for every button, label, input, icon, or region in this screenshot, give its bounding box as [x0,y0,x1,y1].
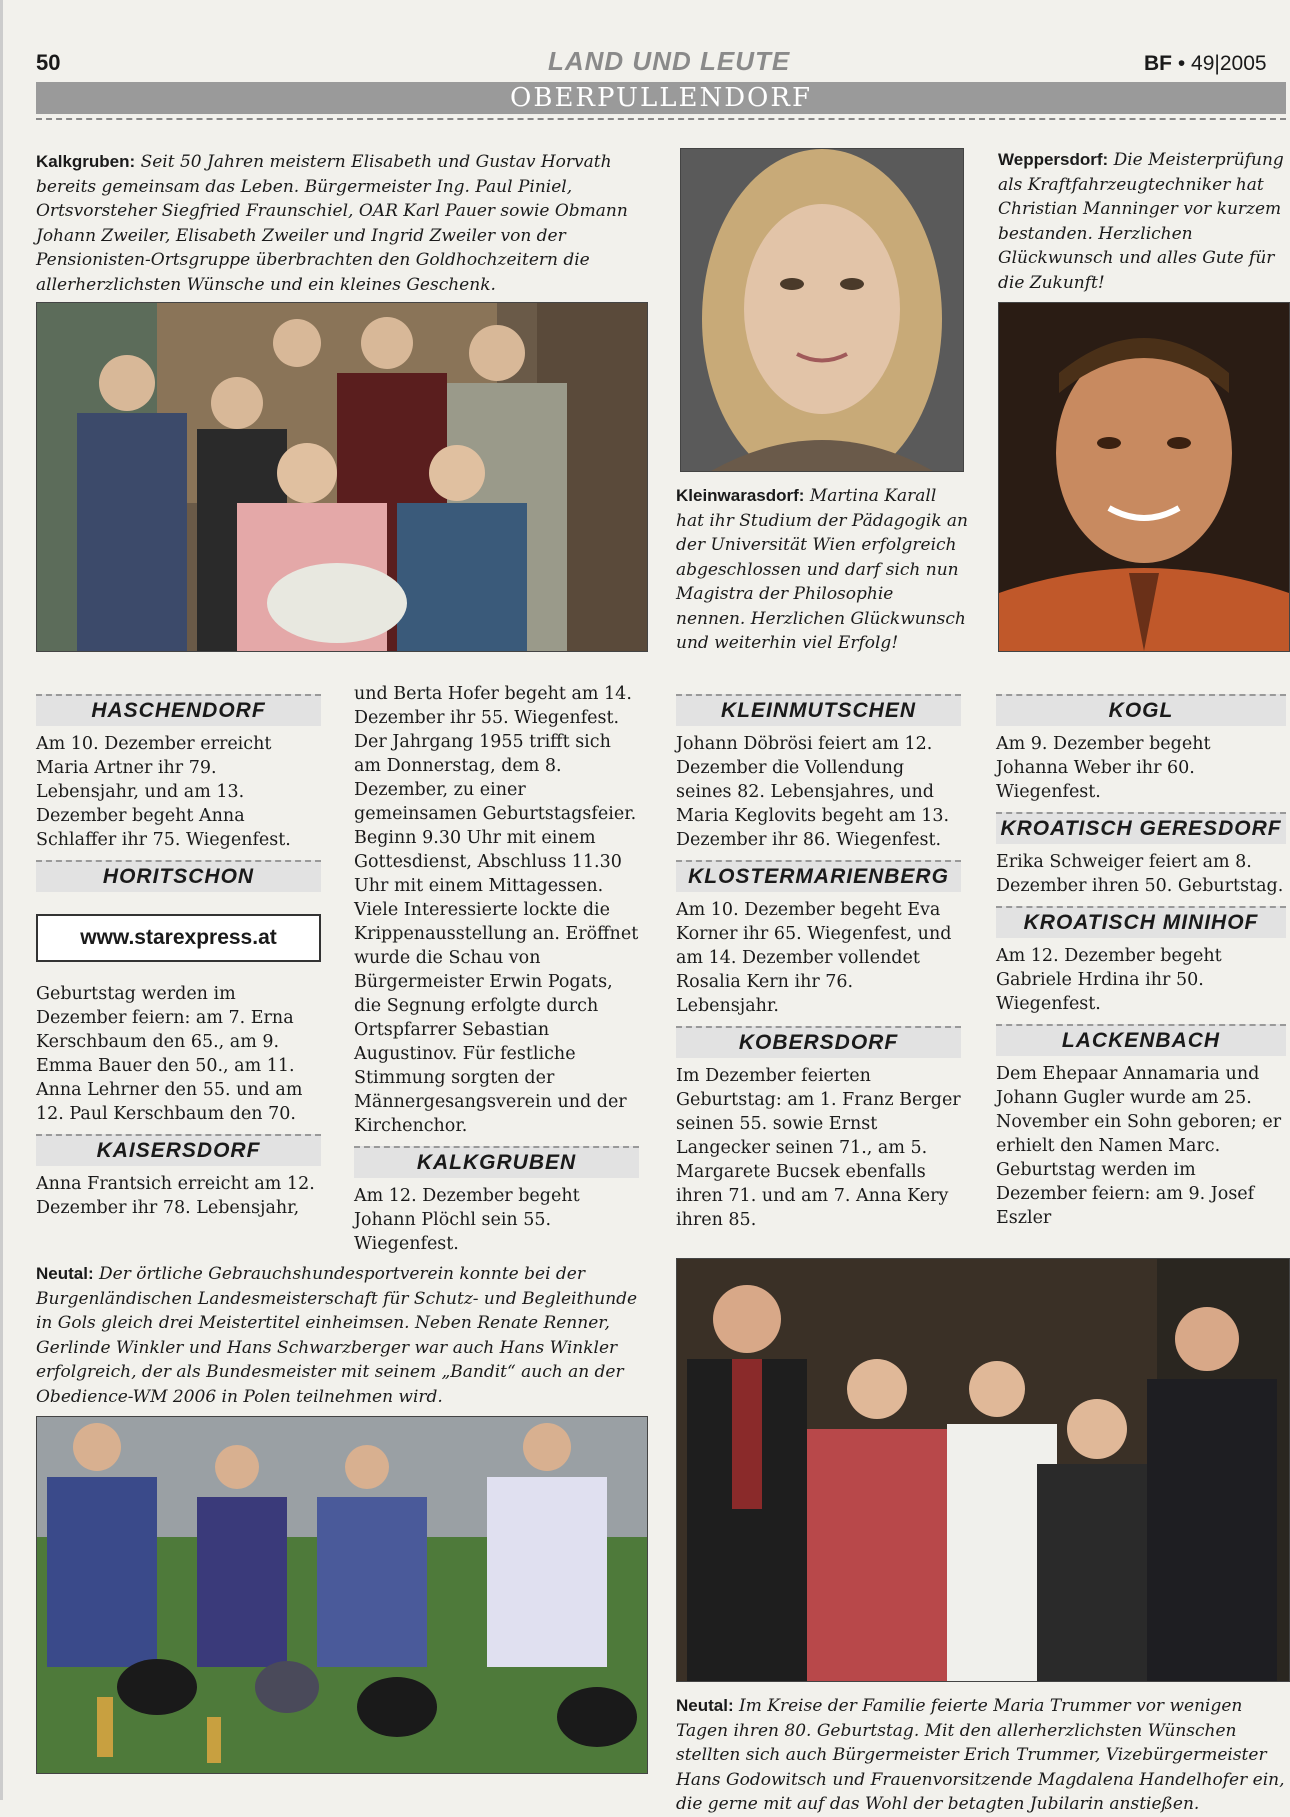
column-4 [996,686,1286,1230]
caption-text: Der örtliche Gebrauchshundesportverein konnte bei der Burgenländischen Landesmeisterschaft für Schutz- und Begleithunde in Gols gleich drei Meistertitel einheimsen. Neben Renate Renner, Gerlinde Winkler und Hans Schwarzberger war auch Hans Winkler erfolgreich, der als Bundesmeister mit seinem „Bandit“ auch an der Obedience-WM 2006 in Polen teilnehmen wird. [36,1264,638,1407]
publication-name: BF [1144,52,1172,75]
caption-kalkgruben [36,150,646,297]
caption-place: Kleinwarasdorf: [676,486,805,505]
column-2 [354,682,639,1256]
heading-kogl: KOGL [996,694,1286,726]
heading-horitschon: HORITSCHON [36,860,321,892]
heading-klostermarienberg: KLOSTERMARIENBERG [676,860,961,892]
caption-place: Weppersdorf: [998,150,1109,169]
photo-dog-sport-club-image [37,1417,647,1773]
caption-neutal-birthday [676,1694,1288,1817]
text-kroatisch-geresdorf: Erika Schweiger feiert am 8. Dezember ihren 50. Geburtstag. [996,852,1284,896]
caption-place: Neutal: [676,1696,734,1715]
text-kleinmutschen: Johann Döbrösi feiert am 12. Dezember die Vollendung seines 82. Lebensjahres, und Maria Keglovits begeht am 13. Dezember ihr 86. Wiegenfest. [676,734,950,850]
caption-text: Im Kreise der Familie feierte Maria Trummer vor wenigen Tagen ihren 80. Geburtstag. Mit den allerherzlichsten Wünschen stellten sich auch Bürgermeister Erich Trummer, Vizebürgermeister Hans Godowitsch und Frauenvorsitzende Magdalena Handelhofer ein, die gerne mit auf das Wohl der betagten Jubilarin anstießen. [676,1696,1285,1814]
region-title: OBERPULLENDORF [510,83,812,113]
heading-kroatisch-geresdorf: KROATISCH GERESDORF [996,812,1286,844]
photo-martina-karall-image [681,149,963,471]
heading-kaisersdorf: KAISERSDORF [36,1134,321,1166]
issue-separator: • [1177,52,1192,75]
column-3 [676,686,961,1232]
issue-number: 49|2005 [1191,52,1267,75]
heading-kalkgruben: KALKGRUBEN [354,1146,639,1178]
heading-kroatisch-minihof: KROATISCH MINIHOF [996,906,1286,938]
text-lackenbach: Dem Ehepaar Annamaria und Johann Gugler wurde am 25. November ein Sohn geboren; er erhielt den Namen Marc. Geburtstag werden im Dezember feiern: am 9. Josef Eszler [996,1064,1282,1228]
section-title: LAND UND LEUTE [548,46,791,76]
text-kaisersdorf: Anna Frantsich erreicht am 12. Dezember ihr 78. Lebensjahr, [36,1174,315,1218]
caption-place: Neutal: [36,1264,94,1283]
caption-weppersdorf [998,148,1288,295]
caption-neutal-dogsport [36,1262,646,1409]
photo-martina-karall [680,148,964,472]
photo-maria-trummer-birthday [676,1258,1290,1682]
text-kroatisch-minihof: Am 12. Dezember begeht Gabriele Hrdina ihr 50. Wiegenfest. [996,946,1222,1014]
text-haschendorf: Am 10. Dezember erreicht Maria Artner ihr 79. Lebensjahr, und am 13. Dezember begeht Anna Schlaffer ihr 75. Wiegenfest. [36,734,291,850]
caption-kleinwarasdorf [676,484,968,656]
column-1 [36,686,321,1220]
text-kobersdorf: Im Dezember feierten Geburtstag: am 1. Franz Berger seinen 55. sowie Ernst Langecker seinen 71., am 5. Margarete Bucsek ebenfalls ihren 71. und am 7. Anna Kery ihren 85. [676,1066,961,1230]
caption-place: Kalkgruben: [36,152,136,171]
text-klostermarienberg: Am 10. Dezember begeht Eva Korner ihr 65. Wiegenfest, und am 14. Dezember vollendet Rosalia Kern ihr 76. Lebensjahr. [676,900,952,1016]
photo-golden-wedding-image [37,303,647,651]
photo-dog-sport-club [36,1416,648,1774]
text-kalkgruben: Am 12. Dezember begeht Johann Plöchl sein 55. Wiegenfest. [354,1186,580,1254]
heading-kleinmutschen: KLEINMUTSCHEN [676,694,961,726]
website-link[interactable]: www.starexpress.at [36,914,321,962]
header-divider [36,118,1286,120]
photo-maria-trummer-birthday-image [677,1259,1289,1681]
heading-lackenbach: LACKENBACH [996,1024,1286,1056]
text-kogl: Am 9. Dezember begeht Johanna Weber ihr 60. Wiegenfest. [996,734,1211,802]
text-horitschon: Geburtstag werden im Dezember feiern: am 7. Erna Kerschbaum den 65., am 9. Emma Bauer den 50., am 11. Anna Lehrner den 55. und am 12. Paul Kerschbaum den 70. [36,984,303,1124]
photo-christian-manninger-image [999,303,1289,651]
text-kaisersdorf-continued: und Berta Hofer begeht am 14. Dezember ihr 55. Wiegenfest. Der Jahrgang 1955 trifft sich am Donnerstag, dem 8. Dezember, zu einer gemeinsamen Geburtstagsfeier. Beginn 9.30 Uhr mit einem Gottesdienst, Abschluss 11.30 Uhr mit einem Mittagessen. Viele Interessierte lockte die Krippenausstellung an. Eröffnet wurde die Schau von Bürgermeister Erwin Pogats, die Segnung erfolgte durch Ortspfarrer Sebastian Augustinov. Für festliche Stimmung sorgten der Männergesangsverein und der Kirchenchor. [354,684,639,1136]
issue-info [1144,52,1267,76]
caption-text: Martina Karall hat ihr Studium der Pädagogik an der Universität Wien erfolgreich abgeschlossen und darf sich nun Magistra der Philosophie nennen. Herzlichen Glückwunsch und weiterhin viel Erfolg! [676,486,968,653]
page-edge [0,0,3,1800]
page-number: 50 [36,50,61,75]
heading-kobersdorf: KOBERSDORF [676,1026,961,1058]
caption-text: Seit 50 Jahren meistern Elisabeth und Gustav Horvath bereits gemeinsam das Leben. Bürgermeister Ing. Paul Piniel, Ortsvorsteher Siegfried Fraunschiel, OAR Karl Pauer sowie Obmann Johann Zweiler, Elisabeth Zweiler und Ingrid Zweiler von der Pensionisten-Ortsgruppe überbrachten den Goldhochzeitern die allerherzlichsten Wünsche und ein kleines Geschenk. [36,152,628,295]
photo-christian-manninger [998,302,1290,652]
photo-golden-wedding [36,302,648,652]
heading-haschendorf: HASCHENDORF [36,694,321,726]
caption-text: Die Meisterprüfung als Kraftfahrzeugtechniker hat Christian Manninger vor kurzem bestanden. Herzlichen Glückwunsch und alles Gute für die Zukunft! [998,150,1284,293]
